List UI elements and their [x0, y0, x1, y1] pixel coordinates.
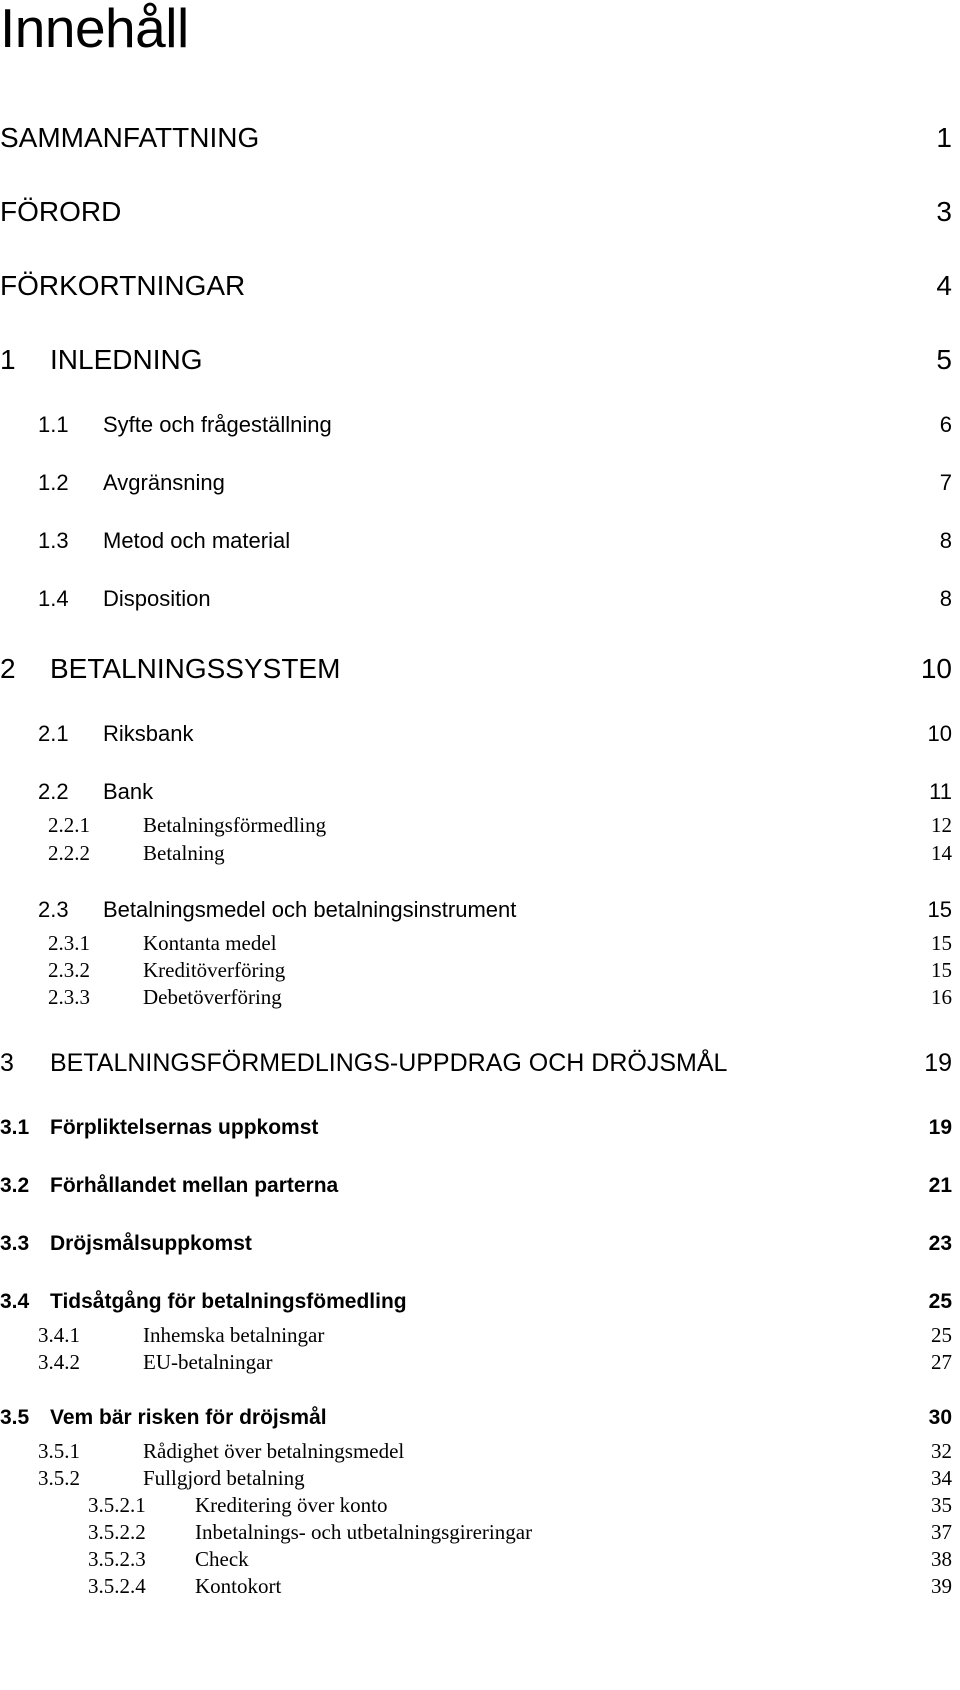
- toc-number: 3.1: [0, 1116, 30, 1139]
- toc-number: 3.4.2: [38, 1350, 80, 1374]
- toc-title: EU-betalningar: [143, 1350, 273, 1374]
- toc-number: 3.4: [0, 1290, 30, 1313]
- toc-page-number: 3: [936, 196, 952, 227]
- toc-title: BETALNINGSSYSTEM: [50, 653, 341, 684]
- toc-page-number: 30: [928, 1406, 952, 1429]
- toc-number: 3.5.2.2: [88, 1520, 146, 1544]
- toc-title: Rådighet över betalningsmedel: [143, 1439, 405, 1463]
- toc-entry-1-3[interactable]: [0, 527, 952, 555]
- toc-page-number: 15: [931, 958, 952, 982]
- toc-page-number: 34: [931, 1466, 952, 1490]
- toc-page-number: 6: [939, 412, 952, 437]
- toc-page-number: 10: [927, 721, 952, 746]
- toc-page-number: 1: [936, 122, 952, 153]
- toc-number: 3.5.2: [38, 1466, 80, 1490]
- toc-number: 1.4: [38, 586, 69, 611]
- toc-entry-2-3-3[interactable]: [0, 984, 952, 1010]
- toc-title: Inhemska betalningar: [143, 1323, 325, 1347]
- toc-page-number: 19: [928, 1116, 952, 1139]
- toc-entry-3-2[interactable]: [0, 1172, 952, 1200]
- toc-number: 2.3.1: [48, 931, 90, 955]
- toc-title: Kontanta medel: [143, 931, 277, 955]
- toc-number: 2.1: [38, 721, 69, 746]
- toc-number: 1.2: [38, 470, 69, 495]
- toc-title: Betalning: [143, 841, 225, 865]
- toc-page-number: 16: [931, 985, 952, 1009]
- toc-entry-2-3[interactable]: [0, 896, 952, 924]
- toc-entry-3-3[interactable]: [0, 1230, 952, 1258]
- toc-title: Kontokort: [195, 1574, 282, 1598]
- toc-title: Vem bär risken för dröjsmål: [50, 1406, 327, 1429]
- toc-page-number: 23: [928, 1232, 952, 1255]
- toc-page-number: 5: [936, 344, 952, 375]
- toc-number: 3.5.2.4: [88, 1574, 146, 1598]
- toc-title: BETALNINGSFÖRMEDLINGS-UPPDRAG OCH DRÖJSMÅL: [50, 1049, 728, 1077]
- toc-page-number: 15: [931, 931, 952, 955]
- toc-entry-2-3-1[interactable]: [0, 930, 952, 956]
- toc-title: Riksbank: [103, 721, 194, 746]
- toc-number: 2.3: [38, 897, 69, 922]
- toc-entry-2-2-2[interactable]: [0, 840, 952, 866]
- toc-number: 3.3: [0, 1232, 30, 1255]
- toc-page-number: 25: [931, 1323, 952, 1347]
- toc-entry-chapter-3[interactable]: [0, 1046, 952, 1080]
- toc-page-number: 25: [928, 1290, 952, 1313]
- toc-entry-2-2[interactable]: [0, 778, 952, 806]
- toc-number: 3.5.2.1: [88, 1493, 146, 1517]
- toc-page-number: 7: [939, 470, 952, 495]
- toc-page-number: 21: [928, 1174, 952, 1197]
- toc-entry-3-4[interactable]: [0, 1288, 952, 1316]
- toc-entry-forkortningar[interactable]: [0, 269, 952, 303]
- toc-title: FÖRORD: [0, 196, 122, 227]
- toc-page-number: 32: [931, 1439, 952, 1463]
- toc-entry-1-4[interactable]: [0, 585, 952, 613]
- toc-title: Betalningsförmedling: [143, 813, 327, 837]
- toc-title: Fullgjord betalning: [143, 1466, 305, 1490]
- toc-page-number: 8: [939, 586, 952, 611]
- toc-page-number: 10: [920, 653, 952, 684]
- toc-entry-1-2[interactable]: [0, 469, 952, 497]
- toc-entry-1-1[interactable]: [0, 411, 952, 439]
- toc-entry-3-1[interactable]: [0, 1114, 952, 1142]
- toc-page-number: 35: [931, 1493, 952, 1517]
- toc-title: Disposition: [103, 586, 211, 611]
- toc-number: 3.2: [0, 1174, 30, 1197]
- toc-entry-3-5[interactable]: [0, 1404, 952, 1432]
- toc-entry-forord[interactable]: [0, 195, 952, 229]
- toc-page-number: 8: [939, 528, 952, 553]
- toc-entry-3-5-2-2[interactable]: [0, 1519, 952, 1545]
- toc-title: INLEDNING: [50, 344, 203, 375]
- toc-entry-3-5-2[interactable]: [0, 1465, 952, 1491]
- toc-entry-3-5-1[interactable]: [0, 1438, 952, 1464]
- toc-number: 2.2.1: [48, 813, 90, 837]
- toc-number: 1.3: [38, 528, 69, 553]
- toc-page-number: 27: [931, 1350, 952, 1374]
- toc-entry-2-3-2[interactable]: [0, 957, 952, 983]
- toc-entry-3-5-2-4[interactable]: [0, 1573, 952, 1599]
- toc-entry-3-4-1[interactable]: [0, 1322, 952, 1348]
- toc-page-number: 19: [924, 1049, 952, 1077]
- toc-page-number: 4: [936, 270, 952, 301]
- toc-page-number: 39: [931, 1574, 952, 1598]
- toc-entry-3-5-2-3[interactable]: [0, 1546, 952, 1572]
- toc-title: Debetöverföring: [143, 985, 282, 1009]
- toc-number: 1: [0, 344, 16, 375]
- toc-number: 3.4.1: [38, 1323, 80, 1347]
- toc-title: FÖRKORTNINGAR: [0, 270, 246, 301]
- toc-entry-sammanfattning[interactable]: [0, 121, 952, 155]
- toc-number: 3.5.2.3: [88, 1547, 146, 1571]
- toc-entry-chapter-1[interactable]: [0, 343, 952, 377]
- toc-title: Tidsåtgång för betalningsfömedling: [50, 1290, 407, 1313]
- toc-number: 2.3.2: [48, 958, 90, 982]
- toc-number: 2.3.3: [48, 985, 90, 1009]
- toc-title: Inbetalnings- och utbetalningsgireringar: [195, 1520, 533, 1544]
- toc-number: 2.2: [38, 779, 69, 804]
- toc-title: Dröjsmålsuppkomst: [50, 1232, 252, 1255]
- toc-entry-3-4-2[interactable]: [0, 1349, 952, 1375]
- toc-title: Avgränsning: [103, 470, 225, 495]
- toc-page-number: 37: [931, 1520, 952, 1544]
- toc-number: 3.5: [0, 1406, 30, 1429]
- toc-title: Metod och material: [103, 528, 291, 553]
- toc-number: 3: [0, 1049, 14, 1077]
- toc-entry-chapter-2[interactable]: [0, 652, 952, 686]
- toc-title: Betalningsmedel och betalningsinstrument: [103, 897, 517, 922]
- toc-page-number: 38: [931, 1547, 952, 1571]
- toc-number: 3.5.1: [38, 1439, 80, 1463]
- toc-entry-2-1[interactable]: [0, 720, 952, 748]
- toc-title: SAMMANFATTNING: [0, 122, 260, 153]
- toc-title: Kreditöverföring: [143, 958, 286, 982]
- toc-title: Kreditering över konto: [195, 1493, 388, 1517]
- toc-title: Förhållandet mellan parterna: [50, 1174, 339, 1197]
- toc-page-number: 12: [931, 813, 952, 837]
- toc-entry-3-5-2-1[interactable]: [0, 1492, 952, 1518]
- page-title: Innehåll: [0, 0, 189, 59]
- toc-title: Förpliktelsernas uppkomst: [50, 1116, 319, 1139]
- toc-page-number: 15: [927, 897, 952, 922]
- toc-number: 2: [0, 653, 16, 684]
- toc-title: Syfte och frågeställning: [103, 412, 332, 437]
- toc-title: Check: [195, 1547, 249, 1571]
- toc-title: Bank: [103, 779, 154, 804]
- toc-number: 2.2.2: [48, 841, 90, 865]
- toc-page-number: 14: [931, 841, 952, 865]
- toc-number: 1.1: [38, 412, 69, 437]
- toc-entry-2-2-1[interactable]: [0, 812, 952, 838]
- toc-page-number: 11: [929, 779, 952, 804]
